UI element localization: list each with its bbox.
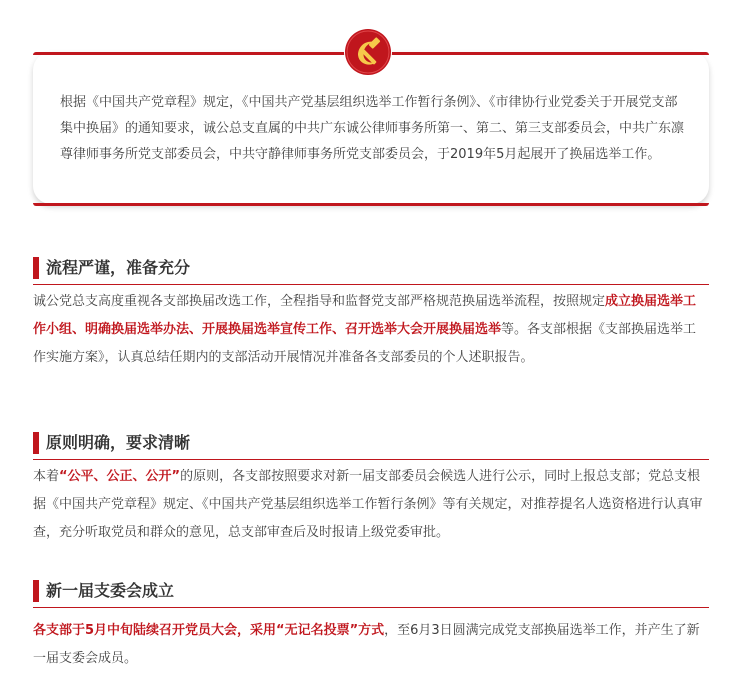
- highlighted-text: “公平、公正、公开”: [59, 469, 181, 484]
- paragraph-text: 本着: [33, 469, 60, 484]
- section-heading-principle: [33, 429, 709, 460]
- highlighted-text: 成立换届选举工作小组、明确换届选举办法、开展换届选举宣传工作、召开选举大会开展换届选举: [33, 294, 697, 337]
- section-marker: [33, 432, 39, 454]
- highlighted-text: 各支部于5月中旬陆续召开党员大会，采用“无记名投票”方式: [33, 623, 385, 638]
- intro-paragraph: 根据《中国共产党章程》规定，《中国共产党基层组织选举工作暂行条例》、《市律协行业党委关于开展党支部集中换届》的通知要求，诚公总支直属的中共广东诚公律师事务所第一、第二、第三支部委员会，中共广东凛尊律师事务所党支部委员会，中共守静律师事务所党支部委员会，于2019年5月起展开了换届选举工作。: [60, 95, 685, 162]
- section-paragraph-principle: [33, 463, 709, 547]
- section-title: 流程严谨，准备充分: [46, 258, 191, 277]
- section-paragraph-new-committee: [33, 617, 709, 673]
- paragraph-text: 等。各支部根据《支部换届选举工作实施方案》，认真总结任期内的支部活动开展情况并准备各支部委员的个人述职报告。: [33, 322, 697, 365]
- section-marker: [33, 580, 39, 602]
- party-emblem-icon: [344, 28, 392, 76]
- intro-bottom-divider: [33, 203, 709, 206]
- section-paragraph-process: [33, 288, 709, 372]
- section-title: 新一届支委会成立: [46, 581, 175, 600]
- section-title: 原则明确，要求清晰: [46, 433, 191, 452]
- paragraph-text: 诚公党总支高度重视各支部换届改选工作，全程指导和监督党支部严格规范换届选举流程，按照规定: [33, 294, 606, 309]
- section-heading-process: [33, 254, 709, 285]
- section-heading-new-committee: [33, 577, 709, 608]
- paragraph-text: ，至6月3日圆满完成党支部换届选举工作，并产生了新一届支委会成员。: [33, 623, 700, 666]
- paragraph-text: 的原则，各支部按照要求对新一届支部委员会候选人进行公示，同时上报总支部；党总支根据《中国共产党章程》规定、《中国共产党基层组织选举工作暂行条例》等有关规定，对推荐提名人选资格进行认真审查，充分听取党员和群众的意见，总支部审查后及时报请上级党委审批。: [33, 469, 703, 540]
- section-marker: [33, 257, 39, 279]
